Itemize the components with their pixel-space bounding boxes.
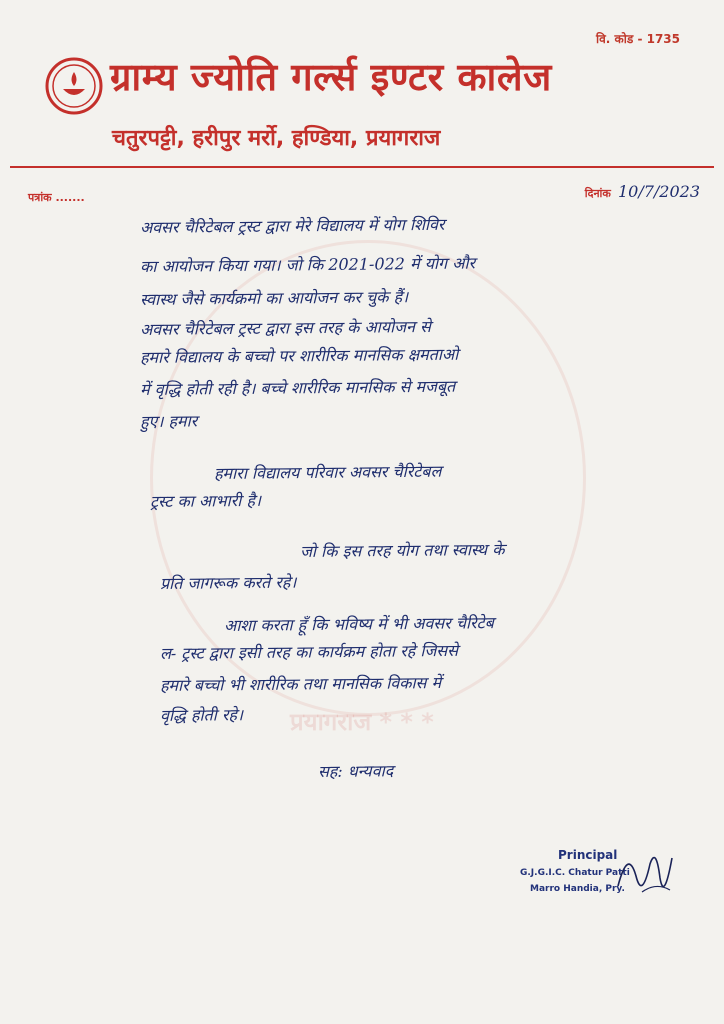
letter-line: जो कि इस तरह योग तथा स्वास्थ के <box>299 539 505 561</box>
school-address: चतुरपट्टी, हरीपुर मर्रो, हण्डिया, प्रयागराज <box>112 126 441 151</box>
letter-line: हमारा विद्यालय परिवार अवसर चैरिटेबल <box>213 461 442 483</box>
letter-line: अवसर चैरिटेबल ट्रस्ट द्वारा मेरे विद्यालय में योग शिविर <box>139 214 445 237</box>
letter-line: आशा करता हूँ कि भविष्य में भी अवसर चैरिटेब <box>223 613 494 635</box>
letter-line: ट्रस्ट का आभारी है। <box>149 490 262 511</box>
reference-number-label: पत्रांक ....... <box>28 191 85 204</box>
letter-line: अवसर चैरिटेबल ट्रस्ट द्वारा इस तरह के आयोजन से <box>139 316 432 339</box>
letter-line: में वृद्धि होती रही है। बच्चे शारीरिक मानसिक से मजबूत <box>139 376 456 399</box>
stamp-institution: G.J.G.I.C. Chatur Patti <box>520 868 630 878</box>
watermark-text: प्रयागराज * * * <box>290 708 434 736</box>
date-label: दिनांक <box>584 187 611 200</box>
signature-icon <box>610 842 682 908</box>
letter-closing: सह: धन्यवाद <box>317 761 394 781</box>
letter-line: वृद्धि होती रहे। <box>159 705 244 725</box>
school-name: ग्राम्य ज्योति गर्ल्स इण्टर कालेज <box>110 55 552 99</box>
letter-line: स्वास्थ जैसे कार्यक्रमो का आयोजन कर चुके हैं। <box>139 287 409 309</box>
letter-line: हमारे विद्यालय के बच्चो पर शारीरिक मानसिक क्षमताओ <box>139 344 459 367</box>
letter-line: का आयोजन किया गया। जो कि 2021-022 में योग और <box>139 253 476 276</box>
letter-line: ल- ट्रस्ट द्वारा इसी तरह का कार्यक्रम होता रहे जिससे <box>159 640 459 663</box>
stamp-address: Marro Handia, Pry. <box>530 884 625 894</box>
letter-line: हुए। हमार <box>139 411 198 431</box>
letter-line: प्रति जागरूक करते रहे। <box>159 572 297 593</box>
principal-stamp <box>518 842 698 912</box>
date-value: 10/7/2023 <box>617 182 700 201</box>
school-code: वि. कोड - 1735 <box>596 32 680 46</box>
stamp-title: Principal <box>558 848 618 862</box>
letter-line: हमारे बच्चो भी शारीरिक तथा मानसिक विकास में <box>159 673 442 695</box>
